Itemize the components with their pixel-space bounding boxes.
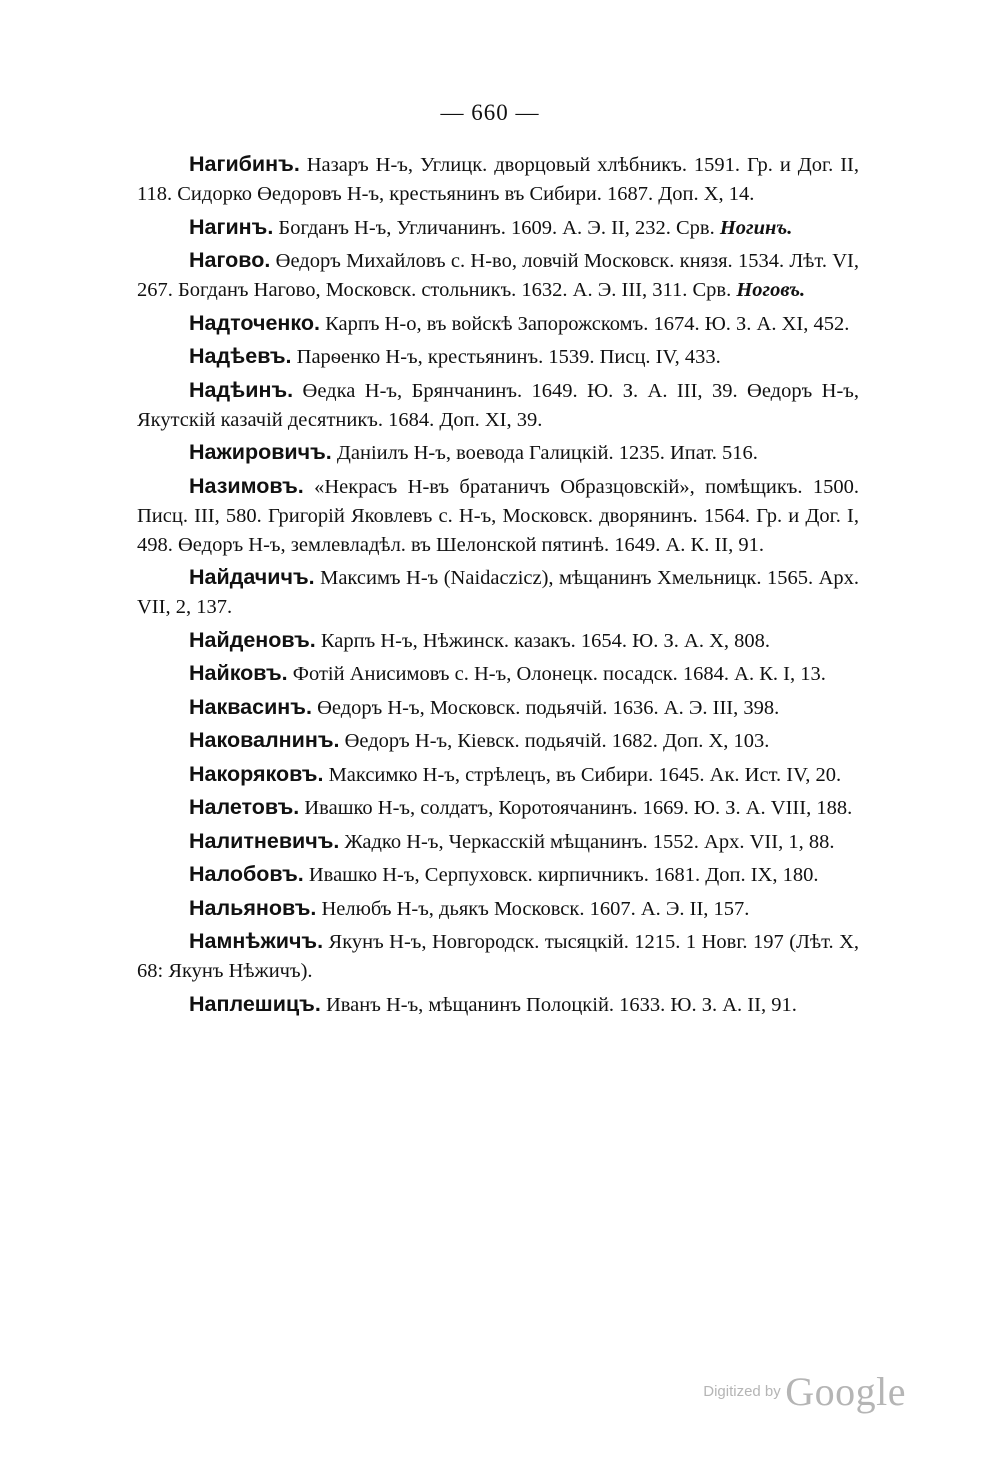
entry-headword: Найковъ. [189, 661, 288, 685]
entry-text: Ивашко Н-ъ, солдатъ, Коротоячанинъ. 1669. Ю. З. А. VIII, 188. [304, 797, 853, 819]
google-logo: Google [785, 1369, 906, 1414]
watermark-prefix: Digitized by [703, 1383, 781, 1400]
dictionary-entry [137, 860, 859, 890]
entry-text: Богданъ Н-ъ, Угличанинъ. 1609. А. Э. II, 232. Срв. [278, 216, 715, 239]
dictionary-entry [137, 438, 859, 468]
entry-text: Өедка Н-ъ, Брянчанинъ. 1649. Ю. З. А. III, 39. Өедоръ Н-ъ, Якутскій казачій десятникъ. 1684. Доп. XI, 39. [137, 379, 860, 431]
entry-text: Нелюбъ Н-ъ, дьякъ Московск. 1607. А. Э. II, 157. [321, 897, 750, 920]
entry-text: Парѳенко Н-ъ, крестьянинъ. 1539. Писц. IV, 433. [296, 346, 721, 368]
entry-text: Карпъ Н-ъ, Нѣжинск. казакъ. 1654. Ю. З. А. X, 808. [320, 629, 770, 652]
entry-text: Карпъ Н-о, въ войскѣ Запорожскомъ. 1674. Ю. З. А. XI, 452. [325, 312, 850, 335]
dictionary-entry [137, 894, 859, 924]
dictionary-entry [137, 342, 859, 372]
entry-headword: Нальяновъ. [189, 895, 317, 920]
dictionary-entry [137, 472, 859, 560]
entry-headword: Нагибинъ. [189, 152, 300, 176]
page-number: — 660 — [440, 100, 540, 125]
entry-headword: Намнѣжичъ. [189, 929, 324, 953]
dictionary-entry [137, 659, 859, 689]
entry-headword: Наквасинъ. [189, 694, 312, 719]
entry-headword: Наплешицъ. [189, 991, 321, 1016]
dictionary-entry [137, 726, 859, 756]
entry-cross-reference: Ногинъ. [719, 216, 793, 239]
entry-text: Назаръ Н-ъ, Углицк. дворцовый хлѣбникъ. 1591. Гр. и Дог. II, 118. Сидорко Өедоровъ Н-ъ, крестьянинъ въ Сибири. 1687. Доп. X, 14. [137, 154, 859, 205]
entry-headword: Налобовъ. [189, 862, 304, 886]
dictionary-entry [137, 827, 859, 857]
entry-cross-reference: Ноговъ. [736, 279, 806, 301]
entry-headword: Найдачичъ. [189, 565, 315, 589]
entry-text: Иванъ Н-ъ, мѣщанинъ Полоцкій. 1633. Ю. З. А. II, 91. [325, 993, 797, 1016]
entry-text: Өедоръ Н-ъ, Московск. подьячій. 1636. А. Э. III, 398. [317, 696, 780, 719]
entry-headword: Нагово. [189, 248, 271, 272]
entry-text: Даніилъ Н-ъ, воевода Галицкій. 1235. Ипат. 516. [336, 442, 758, 464]
entry-headword: Накоряковъ. [189, 761, 324, 786]
dictionary-entry [137, 246, 859, 305]
entry-headword: Найденовъ. [189, 627, 316, 652]
dictionary-entry [137, 563, 859, 622]
entry-headword: Надѣинъ. [189, 377, 294, 402]
dictionary-entry [137, 693, 859, 723]
dictionary-entry [137, 150, 859, 209]
entry-text: Жадко Н-ъ, Черкасскій мѣщанинъ. 1552. Арх. VII, 1, 88. [344, 830, 835, 853]
entry-text: «Некрасъ Н-въ братаничъ Образцовскій», помѣщикъ. 1500. Писц. III, 580. Григорій Яковлевъ с. Н-ъ, Московск. дворянинъ. 1564. Гр. и Дог. I, 498. Өедоръ Н-ъ, землевладѣл. въ Шелонской пятинѣ. 1649. А. К. II, 91. [137, 475, 860, 556]
entry-headword: Назимовъ. [189, 473, 304, 498]
dictionary-entry [137, 626, 859, 656]
entry-text: Өедоръ Н-ъ, Кіевск. подьячій. 1682. Доп. X, 103. [344, 730, 770, 752]
entry-text: Фотій Анисимовъ с. Н-ъ, Олонецк. посадск. 1684. А. К. I, 13. [292, 663, 826, 685]
entry-text: Якунъ Н-ъ, Новгородск. тысяцкій. 1215. 1 Новг. 197 (Лѣт. X, 68: Якунъ Нѣжичъ). [137, 931, 860, 982]
entry-headword: Налитневичъ. [189, 828, 340, 853]
entry-headword: Наковалнинъ. [189, 728, 340, 752]
dictionary-entry [137, 760, 859, 790]
dictionary-entry [137, 990, 859, 1020]
entry-text: Өедоръ Михайловъ с. Н-во, ловчій Московск. князя. 1534. Лѣт. VI, 267. Богданъ Нагово, Московск. стольникъ. 1632. А. Э. III, 311. Срв. [137, 250, 859, 301]
entry-text: Максимъ Н-ъ (Naidaczicz), мѣщанинъ Хмельницк. 1565. Арх. VII, 2, 137. [137, 567, 860, 618]
entry-headword: Нагинъ. [189, 214, 274, 239]
entry-headword: Нажировичъ. [189, 440, 332, 464]
entry-headword: Надточенко. [189, 310, 320, 335]
entry-text: Максимко Н-ъ, стрѣлецъ, въ Сибири. 1645. Ак. Ист. IV, 20. [328, 763, 842, 786]
entry-list [137, 150, 859, 1023]
entry-headword: Налетовъ. [189, 795, 300, 819]
dictionary-entry [137, 793, 859, 823]
dictionary-entry [137, 927, 859, 986]
dictionary-entry [137, 309, 859, 339]
dictionary-entry [137, 213, 859, 243]
dictionary-entry [137, 376, 859, 435]
digitized-by-google-watermark [703, 1368, 906, 1415]
entry-text: Ивашко Н-ъ, Серпуховск. кирпичникъ. 1681. Доп. IX, 180. [308, 864, 819, 886]
entry-headword: Надѣевъ. [189, 344, 292, 368]
